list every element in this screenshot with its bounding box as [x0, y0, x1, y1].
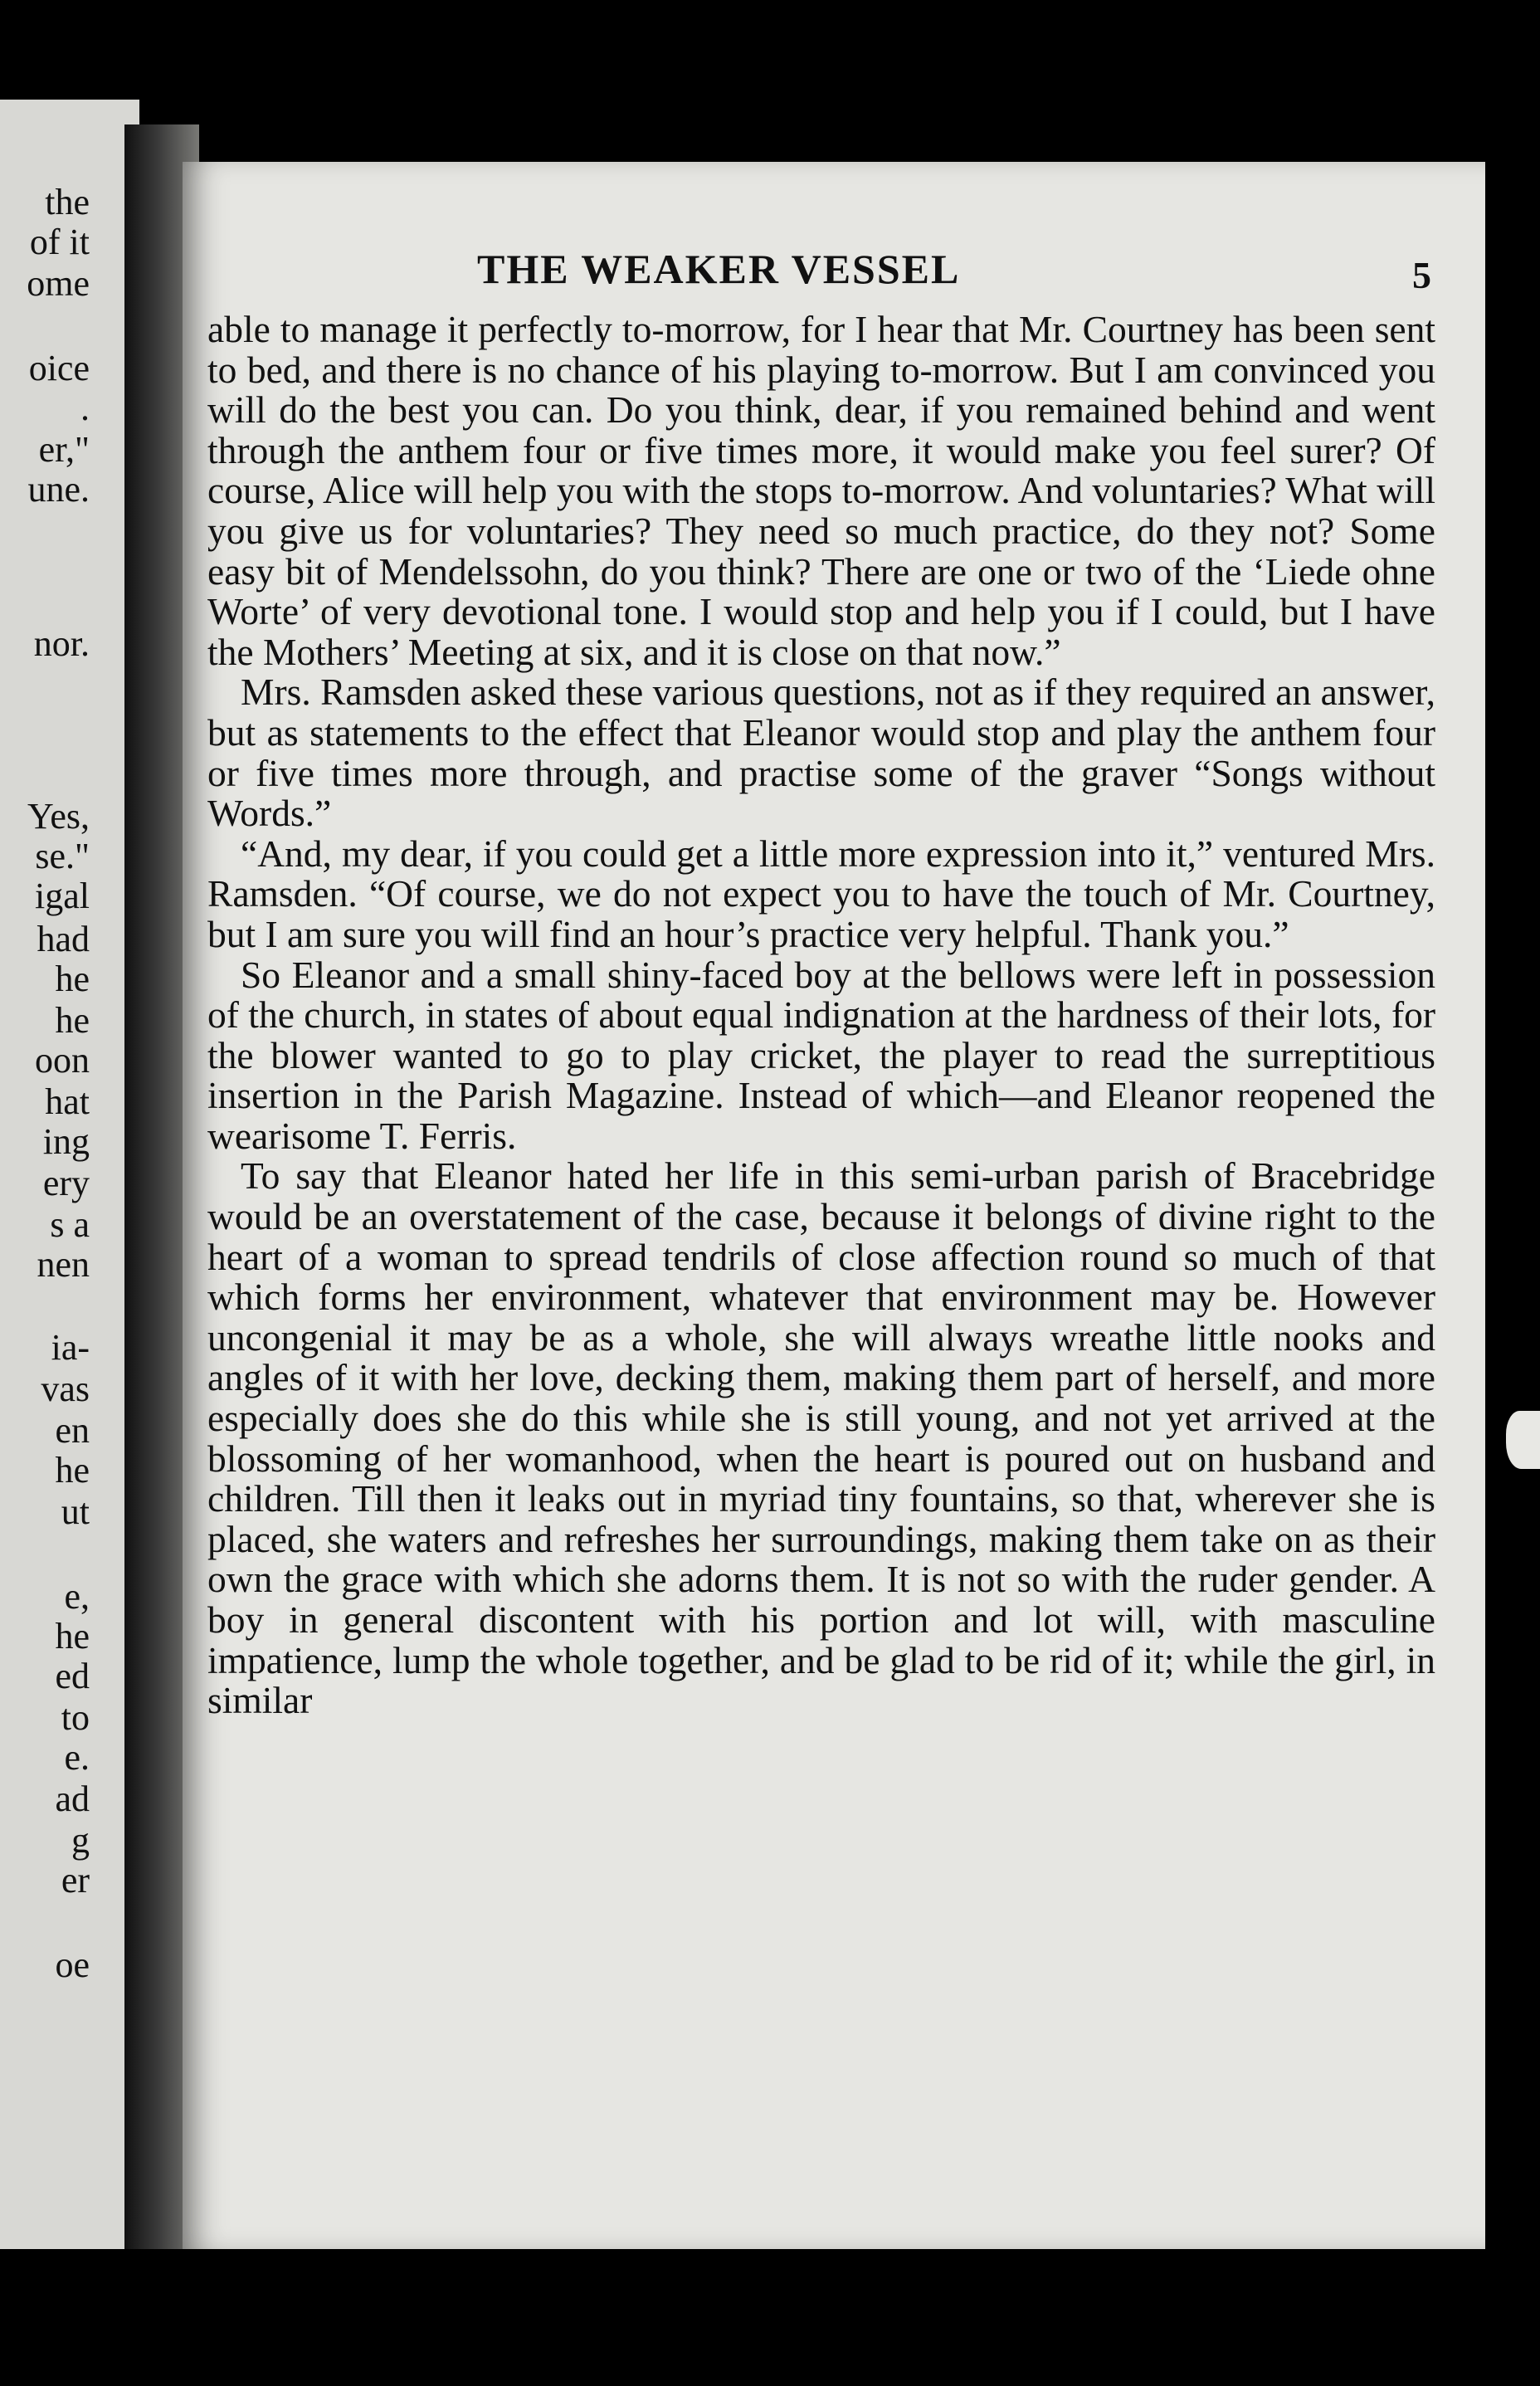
facing-page-fragment: une. — [27, 469, 90, 510]
facing-page-fragment: er — [61, 1860, 90, 1901]
facing-page-fragment: g — [71, 1820, 90, 1861]
facing-page-fragment: ing — [42, 1121, 90, 1162]
facing-page-fragment: he — [55, 1616, 90, 1657]
facing-page-fragment: s a — [50, 1204, 90, 1245]
paragraph-4: So Eleanor and a small shiny-faced boy at the bellows were left in possession of the church, in states of about equal indignation at the hardness of their lots, for the blower wanted to go to play cricket, the player to read the surreptitious insertion in the Parish Magazine. Instead of which—and Eleanor reopened the wearisome T. Ferris. — [207, 953, 1435, 1157]
page-number: 5 — [1412, 254, 1431, 296]
facing-page-fragment: vas — [41, 1369, 90, 1409]
facing-page-fragment: en — [55, 1410, 90, 1451]
scan-artifact — [1506, 1411, 1540, 1469]
facing-page-fragment: ery — [42, 1163, 90, 1203]
facing-page-fragment: he — [55, 1450, 90, 1491]
paragraph-1: able to manage it perfectly to-morrow, for I hear that Mr. Courtney has been sent to bed, and there is no chance of his playing to-morrow. But I am convinced you will do the best you can. Do you think, dear, if you remained behind and went through the anthem four or five times more, it would make you feel surer? Of course, Alice will help you with the stops to-morrow. And voluntaries? What will you give us for voluntaries? They need so much practice, do they not? Some easy bit of Mendelssohn, do you think? There are one or two of the ‘Liede ohne Worte’ of very devotional tone. I would stop and help you if I could, but I have the Mothers’ Meeting at six, and it is close on that now.” — [207, 308, 1435, 673]
page-header — [183, 245, 1485, 303]
facing-page-fragment: nor. — [33, 623, 90, 664]
facing-page-fragment: he — [55, 1000, 90, 1041]
facing-page-fragment: oon — [35, 1040, 90, 1081]
facing-page-fragment: e, — [64, 1576, 90, 1617]
facing-page-fragment: had — [37, 919, 90, 959]
facing-page-fragment: igal — [35, 876, 90, 916]
paragraph-2: Mrs. Ramsden asked these various questions, not as if they required an answer, but as statements to the effect that Eleanor would stop and play the anthem four or five times more through, and practise some of the graver “Songs without Words.” — [207, 671, 1435, 835]
facing-page-fragment: . — [80, 388, 90, 428]
facing-page-fragment: of it — [29, 222, 90, 262]
running-title: THE WEAKER VESSEL — [477, 246, 961, 292]
facing-page-fragment: to — [61, 1697, 90, 1738]
paragraph-3: “And, my dear, if you could get a little more expression into it,” ventured Mrs. Ramsden. “Of course, we do not expect you to have the touch of Mr. Courtney, but I am sure you will find an hour’s practice very helpful. Thank you.” — [207, 832, 1435, 955]
facing-page-fragment: Yes, — [27, 796, 90, 837]
facing-page-fragment: ia- — [51, 1327, 90, 1368]
facing-page-fragment: nen — [37, 1244, 90, 1285]
facing-page-fragment: er," — [38, 429, 90, 470]
facing-page-fragment: ed — [55, 1656, 90, 1696]
facing-page-fragment: e. — [64, 1737, 90, 1778]
facing-page-fragment: hat — [45, 1081, 90, 1122]
facing-page-fragment: ome — [27, 263, 90, 304]
facing-page-fragment: oe — [55, 1944, 90, 1985]
facing-page-fragment: se." — [35, 836, 90, 876]
facing-page-fragment: he — [55, 959, 90, 999]
paragraph-5: To say that Eleanor hated her life in this semi-urban parish of Bracebridge would be an overstatement of the case, because it belongs of divine right to the heart of a woman to spread tendrils of close affection round so much of that which forms her environment, whatever that environment may be. However uncongenial it may be as a whole, she will always wreathe little nooks and angles of it with her love, decking them, making them part of herself, and more especially does she do this while she is still young, and not yet arrived at the blossoming of her womanhood, when the heart is poured out on husband and children. Till then it leaks out in myriad tiny fountains, so that, wherever she is placed, she waters and refreshes her surroundings, making them take on as their own the grace with which she adorns them. It is not so with the ruder gender. A boy in general discontent with his portion and lot will, with masculine impatience, lump the whole together, and be glad to be rid of it; while the girl, in similar — [207, 1154, 1435, 1722]
facing-page-fragment: ad — [55, 1779, 90, 1819]
facing-page-edge — [0, 100, 139, 2249]
facing-page-fragment: the — [45, 182, 90, 222]
facing-page-fragment: ut — [61, 1491, 90, 1532]
facing-page-fragment: oice — [28, 348, 90, 388]
book-page — [183, 162, 1485, 2249]
body-text — [207, 310, 1435, 1721]
